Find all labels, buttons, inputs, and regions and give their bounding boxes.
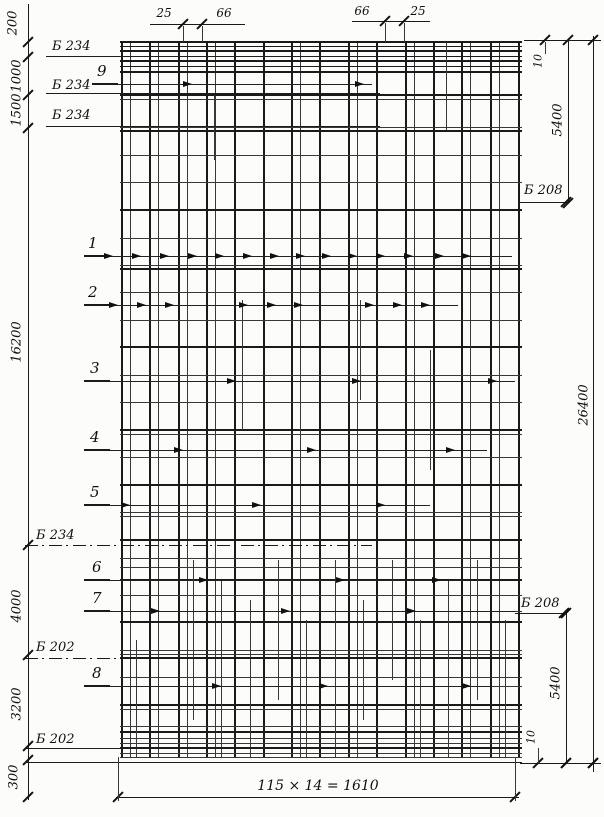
top-dimension-line: [150, 24, 245, 25]
grid-bar-stub: [300, 350, 301, 460]
callout-arrowhead: [188, 253, 197, 259]
callout-number: 8: [92, 664, 102, 682]
callout-arrowhead: [376, 253, 385, 259]
bar-mark-label: Б 202: [36, 640, 75, 655]
callout-arrowhead: [488, 378, 497, 384]
extension-stub: [118, 757, 119, 801]
callout-number: 1: [88, 234, 98, 252]
grid-bar-horizontal: [120, 512, 522, 513]
grid-bar-horizontal: [120, 757, 522, 758]
grid-bar-horizontal: [120, 130, 522, 132]
callout-arrowhead: [132, 253, 141, 259]
callout-number: 2: [88, 283, 98, 301]
top-dimension-label: 25: [156, 6, 172, 20]
callout-arrowhead: [243, 253, 252, 259]
grid-bar-horizontal: [120, 402, 522, 403]
grid-bar-horizontal: [120, 595, 522, 596]
callout-arrowhead: [421, 302, 430, 308]
right-dimension-label: 26400: [576, 384, 592, 426]
grid-bar-horizontal: [120, 46, 522, 47]
extension-stub: [385, 23, 386, 42]
callout-arrowhead: [215, 253, 224, 259]
top-dimension-label: 25: [410, 4, 426, 18]
callout-line-start: [92, 83, 118, 85]
grid-bar-horizontal: [120, 99, 522, 100]
grid-bar-horizontal: [120, 516, 522, 517]
grid-bar-horizontal: [120, 265, 522, 266]
callout-number: 5: [90, 483, 100, 501]
callout-arrowhead: [281, 608, 290, 614]
bar-mark-label: Б 208: [521, 596, 560, 611]
grid-bar-horizontal: [120, 726, 522, 727]
grid-bar-stub: [392, 560, 393, 680]
left-dimension-label: 3200: [9, 687, 25, 721]
grid-bar-stub: [363, 600, 364, 720]
callout-arrowhead: [404, 253, 413, 259]
leader-line: [46, 93, 380, 94]
left-dimension-label: 200: [5, 10, 21, 36]
left-dimension-label: 300: [6, 764, 22, 790]
callout-arrowhead: [227, 378, 236, 384]
grid-bar-stub: [193, 560, 194, 720]
right-dimension-label: 5400: [548, 666, 564, 700]
callout-arrowhead: [376, 502, 385, 508]
grid-bar-horizontal: [120, 539, 522, 541]
grid-bar-horizontal: [120, 238, 522, 239]
callout-arrowhead: [365, 302, 374, 308]
callout-arrowhead: [174, 447, 183, 453]
grid-bar-stub: [505, 620, 506, 757]
extension-stub: [538, 748, 539, 763]
grid-bar-horizontal: [120, 654, 522, 655]
extension-stub: [515, 757, 516, 801]
callout-arrowhead: [270, 253, 279, 259]
top-right-extension-line: [524, 40, 601, 41]
callout-arrowhead: [348, 253, 357, 259]
callout-arrowhead: [160, 253, 169, 259]
bar-mark-label: Б 202: [36, 732, 75, 747]
grid-bar-horizontal: [120, 429, 522, 431]
bar-mark-label: Б 234: [52, 108, 91, 123]
right-lower-dimension-line: [566, 613, 567, 763]
right-overall-dimension-line: [593, 36, 594, 772]
grid-bar-horizontal: [120, 50, 522, 52]
leader-line: [46, 56, 380, 57]
right-upper-dimension-line: [568, 40, 569, 203]
callout-arrowhead: [212, 683, 221, 689]
grid-bar-stub: [335, 560, 336, 757]
callout-arrowhead: [462, 253, 471, 259]
bottom-dimension-label: 115 × 14 = 1610: [257, 778, 379, 794]
grid-bar-horizontal: [120, 434, 522, 435]
grid-bar-stub: [420, 620, 421, 757]
grid-bar-horizontal: [120, 375, 522, 376]
callout-arrowhead: [199, 577, 208, 583]
leader-line: [46, 126, 380, 127]
right-dimension-label: 5400: [550, 103, 566, 137]
grid-bar-horizontal: [120, 268, 522, 270]
callout-number: 9: [97, 62, 107, 80]
callout-line: [84, 580, 462, 581]
callout-arrowhead: [407, 608, 416, 614]
bottom-right-extension-line: [520, 763, 601, 764]
callout-arrowhead: [109, 302, 118, 308]
callout-line: [84, 381, 515, 382]
grid-bar-horizontal: [120, 41, 522, 43]
grid-bar-horizontal: [120, 94, 522, 96]
callout-line-start: [84, 685, 110, 687]
grid-bar-horizontal: [120, 621, 522, 623]
grid-bar-horizontal: [120, 567, 522, 568]
leader-line: [25, 545, 372, 546]
grid-bar-horizontal: [120, 457, 522, 458]
callout-line-start: [84, 304, 110, 306]
callout-line: [92, 84, 372, 85]
grid-bar-horizontal: [120, 155, 522, 156]
leader-line: [25, 748, 358, 749]
leader-line: [518, 202, 568, 203]
callout-line-start: [84, 610, 110, 612]
callout-line-start: [84, 380, 110, 382]
grid-bar-stub: [250, 600, 251, 757]
callout-number: 3: [90, 359, 100, 377]
callout-arrowhead: [352, 378, 361, 384]
grid-bar-stub: [470, 280, 471, 380]
callout-arrowhead: [435, 253, 444, 259]
grid-bar-horizontal: [120, 731, 522, 733]
top-dimension-line: [352, 21, 430, 22]
callout-line: [84, 611, 515, 612]
left-dimension-label: 1500: [9, 93, 25, 127]
callout-line-start: [84, 449, 110, 451]
grid-bar-stub: [214, 95, 215, 160]
callout-arrowhead: [355, 81, 364, 87]
callout-arrowhead: [252, 502, 261, 508]
callout-number: 7: [92, 589, 102, 607]
callout-arrowhead: [393, 302, 402, 308]
left-dimension-label: 16200: [9, 321, 25, 363]
callout-line-start: [84, 504, 110, 506]
bar-mark-label: Б 234: [36, 528, 75, 543]
extension-stub: [545, 42, 546, 54]
grid-bar-horizontal: [120, 292, 522, 293]
grid-bar-horizontal: [120, 677, 522, 678]
callout-line: [84, 450, 487, 451]
callout-arrowhead: [239, 302, 248, 308]
grid-bar-horizontal: [120, 738, 522, 739]
callout-arrowhead: [296, 253, 305, 259]
callout-arrowhead: [137, 302, 146, 308]
grid-bar-horizontal: [120, 709, 522, 710]
grid-bar-horizontal: [120, 182, 522, 183]
grid-bar-stub: [446, 42, 447, 130]
grid-bar-horizontal: [120, 346, 522, 348]
callout-arrowhead: [267, 302, 276, 308]
callout-arrowhead: [462, 683, 471, 689]
grid-bar-horizontal: [120, 753, 522, 754]
grid-bar-horizontal: [120, 60, 522, 62]
offset-dimension-label: 10: [531, 54, 545, 68]
callout-arrowhead: [165, 302, 174, 308]
callout-arrowhead: [151, 608, 160, 614]
callout-arrowhead: [446, 447, 455, 453]
callout-arrowhead: [121, 502, 130, 508]
left-dimension-label: 1000: [9, 59, 25, 93]
extension-stub: [404, 23, 405, 42]
bottom-dimension-line: [116, 797, 519, 798]
grid-bar-horizontal: [120, 650, 522, 651]
callout-number: 4: [90, 428, 100, 446]
grid-bar-horizontal: [120, 127, 522, 128]
grid-bar-stub: [221, 580, 222, 757]
callout-arrowhead: [294, 302, 303, 308]
top-dimension-label: 66: [216, 6, 232, 20]
grid-bar-stub: [477, 560, 478, 700]
grid-bar-stub: [360, 300, 361, 400]
callout-arrowhead: [104, 253, 113, 259]
grid-bar-stub: [306, 620, 307, 757]
grid-bar-horizontal: [120, 71, 522, 73]
leader-line: [25, 658, 372, 659]
callout-number: 6: [92, 558, 102, 576]
extension-stub: [183, 26, 184, 42]
left-dimension-label: 4000: [9, 589, 25, 623]
callout-arrowhead: [336, 577, 345, 583]
grid-bar-horizontal: [120, 558, 522, 559]
leader-line: [515, 613, 566, 614]
callout-line-start: [84, 579, 110, 581]
grid-bar-stub: [448, 580, 449, 757]
callout-arrowhead: [307, 447, 316, 453]
bar-mark-label: Б 234: [52, 78, 91, 93]
left-dimension-line: [28, 4, 29, 800]
callout-arrowhead: [319, 683, 328, 689]
grid-bar-stub: [242, 300, 243, 430]
callout-arrowhead: [183, 81, 192, 87]
grid-bar-horizontal: [120, 484, 522, 486]
extension-stub: [202, 26, 203, 42]
bar-mark-label: Б 234: [52, 39, 91, 54]
bottom-chord-extension: [25, 762, 522, 763]
callout-line: [84, 686, 492, 687]
grid-bar-horizontal: [120, 320, 522, 321]
grid-bar-stub: [430, 350, 431, 470]
grid-bar-horizontal: [120, 66, 522, 67]
grid-bar-horizontal: [120, 209, 522, 211]
callout-arrowhead: [432, 577, 441, 583]
grid-bar-horizontal: [120, 704, 522, 706]
grid-bar-horizontal: [120, 743, 522, 744]
grid-bar-stub: [278, 560, 279, 700]
top-dimension-label: 66: [354, 4, 370, 18]
offset-dimension-label: 10: [524, 730, 538, 744]
callout-arrowhead: [322, 253, 331, 259]
bar-mark-label: Б 208: [524, 183, 563, 198]
